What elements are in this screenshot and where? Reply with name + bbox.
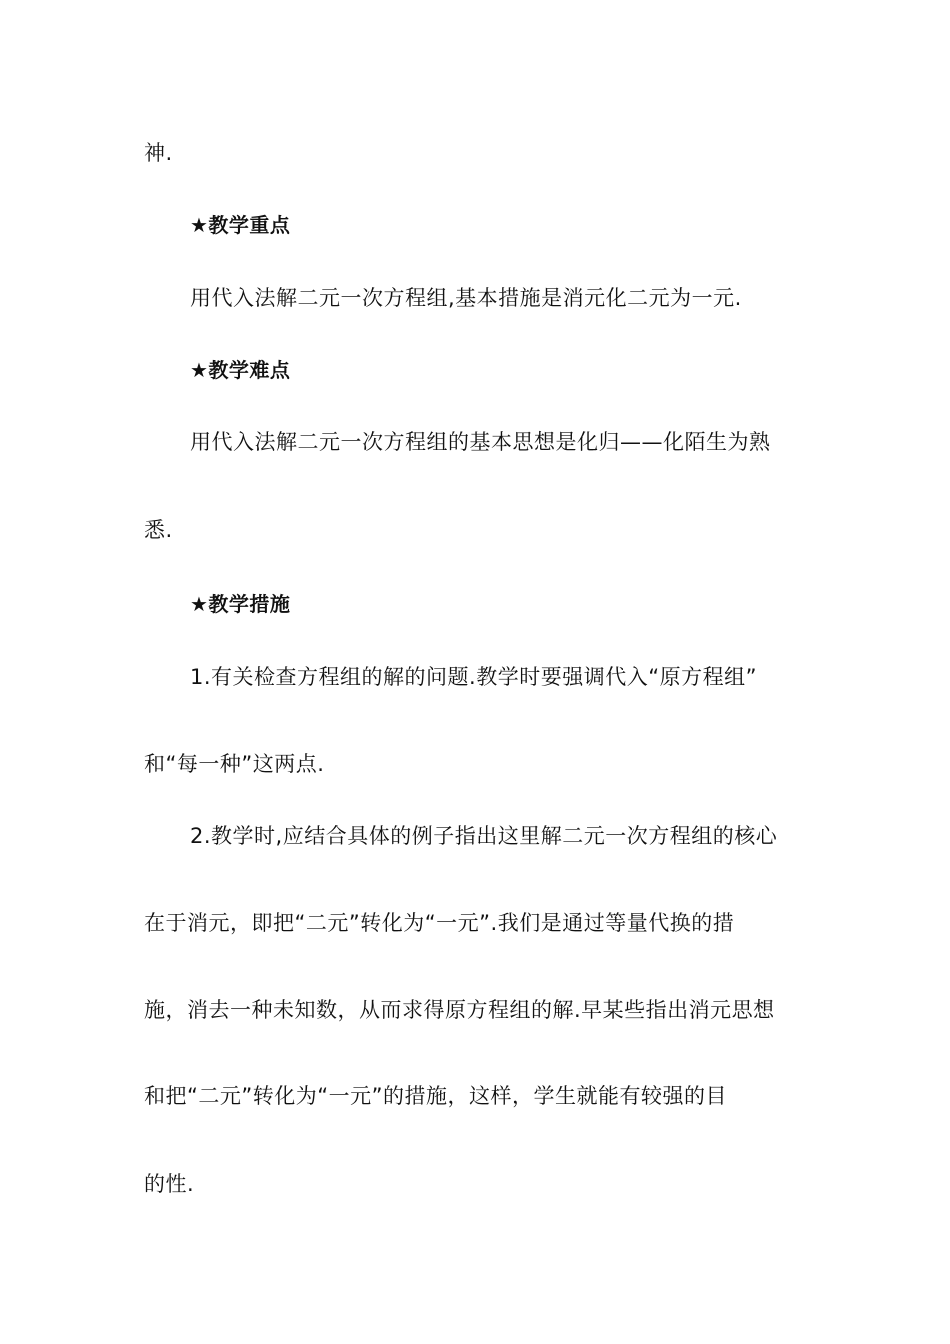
measure-2-line-2: 在于消元，即把“二元”转化为“一元”.我们是通过等量代换的措 — [144, 911, 735, 935]
difficulty-text-line-2: 悉. — [144, 518, 173, 542]
difficulty-text-line-1: 用代入法解二元一次方程组的基本思想是化归——化陌生为熟 — [190, 430, 771, 454]
focus-text: 用代入法解二元一次方程组,基本措施是消元化二元为一元. — [190, 286, 742, 310]
measure-2-line-1: 2.教学时,应结合具体的例子指出这里解二元一次方程组的核心 — [190, 824, 778, 848]
measure-1-line-1: 1.有关检查方程组的解的问题.教学时要强调代入“原方程组” — [190, 665, 757, 689]
measure-2-line-5: 的性. — [144, 1172, 195, 1196]
measure-2-line-3: 施，消去一种未知数，从而求得原方程组的解.早某些指出消元思想 — [144, 998, 775, 1022]
difficulty-heading: ★教学难点 — [190, 358, 291, 382]
focus-heading: ★教学重点 — [190, 213, 291, 237]
measure-2-line-4: 和把“二元”转化为“一元”的措施，这样，学生就能有较强的目 — [144, 1084, 728, 1108]
measure-1-line-2: 和“每一种”这两点. — [144, 752, 325, 776]
measures-heading: ★教学措施 — [190, 592, 291, 616]
top-fragment-text: 神. — [144, 141, 173, 165]
